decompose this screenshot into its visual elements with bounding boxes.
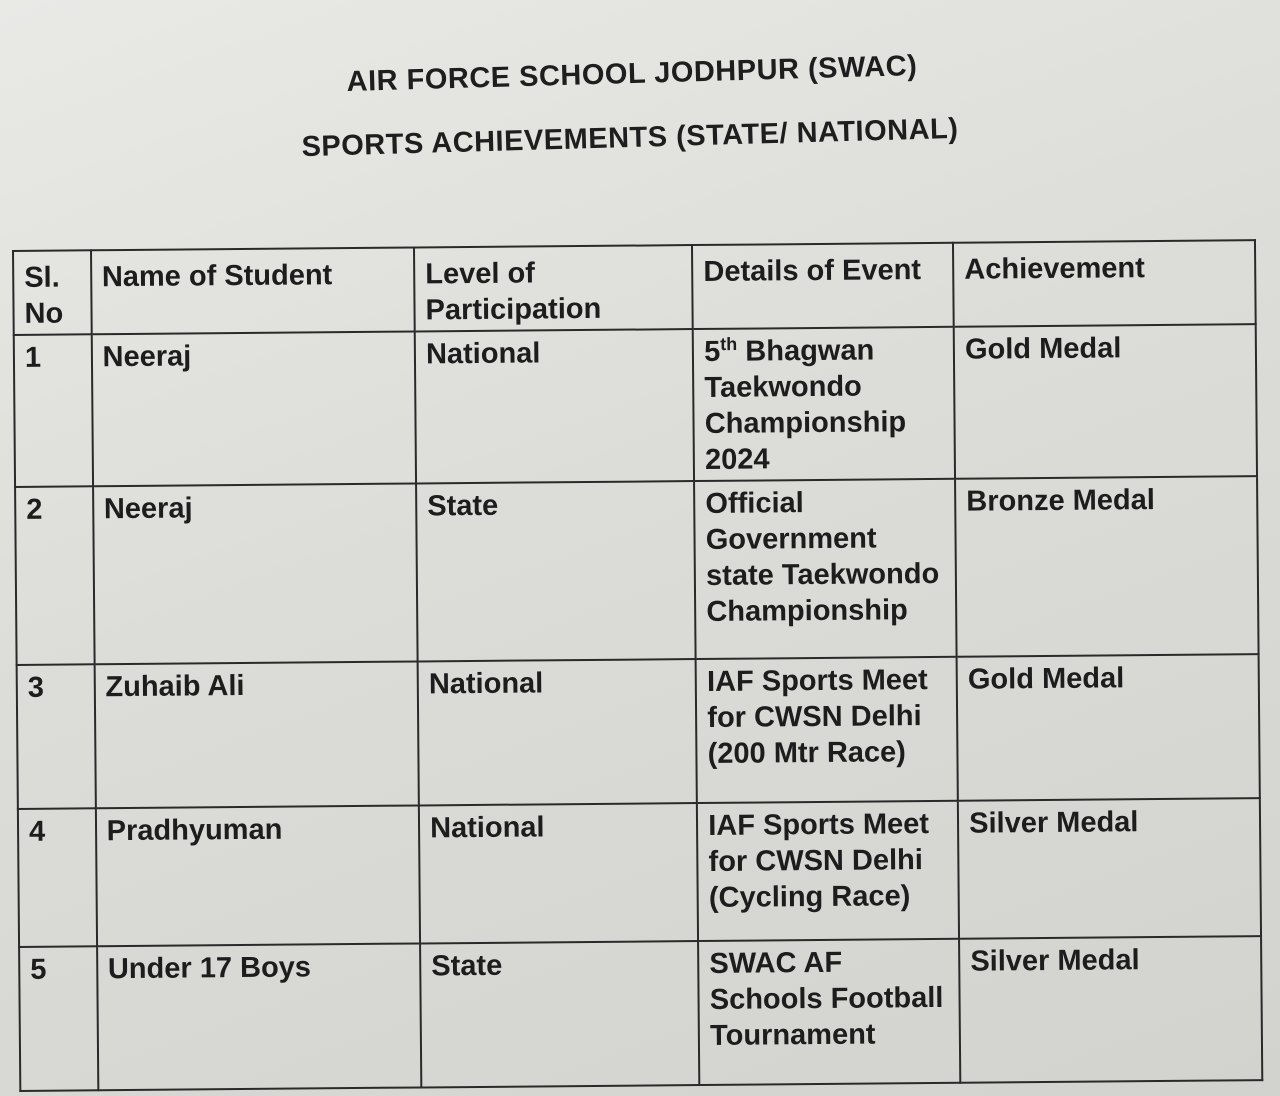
achievements-table-container	[12, 250, 1270, 1096]
cell-event: IAF Sports Meet for CWSN Delhi (Cycling Race)	[697, 801, 959, 941]
table-header-row	[13, 240, 1256, 335]
header-name: Name of Student	[91, 247, 415, 334]
table-row	[17, 654, 1260, 809]
cell-level: National	[415, 329, 694, 483]
cell-name: Pradhyuman	[96, 805, 421, 946]
cell-achievement: Gold Medal	[957, 654, 1260, 801]
header-level: Level of Participation	[414, 245, 693, 331]
table-row	[14, 324, 1257, 487]
header-event: Details of Event	[692, 243, 954, 329]
cell-event	[693, 327, 955, 481]
cell-level: National	[418, 659, 697, 805]
document-subtitle: SPORTS ACHIEVEMENTS (STATE/ NATIONAL)	[301, 112, 959, 164]
cell-name: Neeraj	[91, 331, 416, 486]
table-row	[19, 936, 1262, 1091]
event-text: Bhagwan Taekwondo Championship 2024	[704, 334, 907, 476]
event-ordinal-suffix: th	[720, 334, 738, 355]
cell-name: Under 17 Boys	[97, 943, 422, 1090]
cell-achievement: Gold Medal	[954, 324, 1257, 479]
table-row	[18, 798, 1261, 947]
cell-name: Neeraj	[93, 483, 418, 664]
cell-event: Official Government state Taekwondo Championship	[694, 479, 956, 659]
cell-achievement: Bronze Medal	[955, 476, 1258, 657]
header-sl-no: Sl. No	[13, 250, 91, 335]
cell-sl-no: 4	[18, 808, 97, 947]
cell-achievement: Silver Medal	[958, 798, 1261, 939]
cell-name: Zuhaib Ali	[94, 661, 419, 808]
cell-level: State	[416, 481, 696, 661]
cell-level: State	[420, 941, 699, 1087]
achievements-table	[12, 239, 1263, 1092]
cell-sl-no: 3	[17, 664, 96, 809]
cell-achievement: Silver Medal	[959, 936, 1262, 1083]
cell-level: National	[419, 803, 698, 943]
document-title: AIR FORCE SCHOOL JODHPUR (SWAC)	[346, 50, 918, 98]
cell-event: SWAC AF Schools Football Tournament	[698, 939, 960, 1085]
table-row	[15, 476, 1259, 665]
cell-sl-no: 5	[19, 946, 98, 1091]
cell-event: IAF Sports Meet for CWSN Delhi (200 Mtr Race)	[696, 657, 958, 803]
event-ordinal: 5	[703, 335, 721, 368]
header-achievement: Achievement	[953, 240, 1256, 327]
cell-sl-no: 2	[15, 486, 94, 665]
cell-sl-no: 1	[14, 334, 93, 487]
